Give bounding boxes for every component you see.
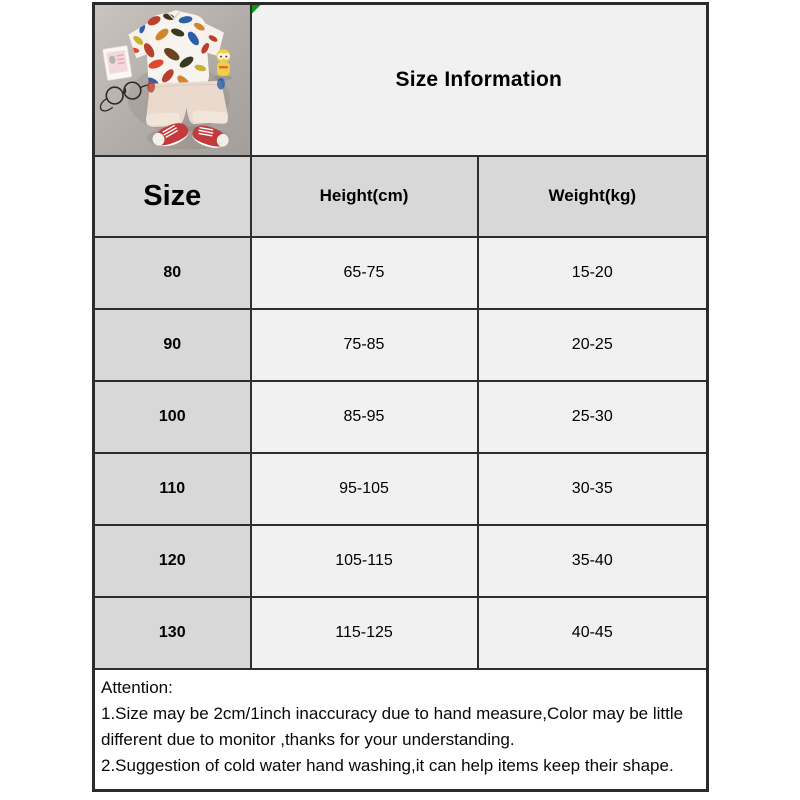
attention-note-2: 2.Suggestion of cold water hand washing,it can help items keep their shape.	[101, 755, 674, 775]
table-row	[94, 381, 708, 453]
height-value: 105-115	[251, 525, 478, 597]
column-header-size: Size	[94, 156, 251, 237]
product-photo-cell	[94, 4, 251, 156]
height-value: 115-125	[251, 597, 478, 669]
table-row	[94, 453, 708, 525]
table-row	[94, 237, 708, 309]
column-header-height: Height(cm)	[251, 156, 478, 237]
height-value: 65-75	[251, 237, 478, 309]
size-value: 90	[94, 309, 251, 381]
weight-value: 35-40	[478, 525, 708, 597]
size-value: 130	[94, 597, 251, 669]
size-value: 120	[94, 525, 251, 597]
size-value: 80	[94, 237, 251, 309]
height-value: 75-85	[251, 309, 478, 381]
weight-value: 15-20	[478, 237, 708, 309]
attention-note-1: 1.Size may be 2cm/1inch inaccuracy due to hand measure,Color may be little different due to monitor ,thanks for your understanding.	[101, 703, 684, 749]
size-table	[92, 2, 709, 792]
height-value: 95-105	[251, 453, 478, 525]
page-title: Size Information	[395, 67, 563, 91]
table-row	[94, 525, 708, 597]
attention-row	[94, 669, 708, 791]
title-cell	[251, 4, 708, 156]
attention-note	[95, 670, 706, 779]
table-header-row	[94, 156, 708, 237]
weight-value: 40-45	[478, 597, 708, 669]
attention-cell	[94, 669, 708, 791]
weight-value: 25-30	[478, 381, 708, 453]
weight-value: 20-25	[478, 309, 708, 381]
photo-title-row	[94, 4, 708, 156]
attention-heading: Attention:	[101, 677, 173, 697]
product-photo-image	[95, 5, 250, 155]
height-value: 85-95	[251, 381, 478, 453]
weight-value: 30-35	[478, 453, 708, 525]
column-header-weight: Weight(kg)	[478, 156, 708, 237]
green-corner-marker	[252, 5, 261, 14]
table-row	[94, 309, 708, 381]
table-row	[94, 597, 708, 669]
size-value: 100	[94, 381, 251, 453]
card-prop	[103, 45, 132, 80]
size-value: 110	[94, 453, 251, 525]
